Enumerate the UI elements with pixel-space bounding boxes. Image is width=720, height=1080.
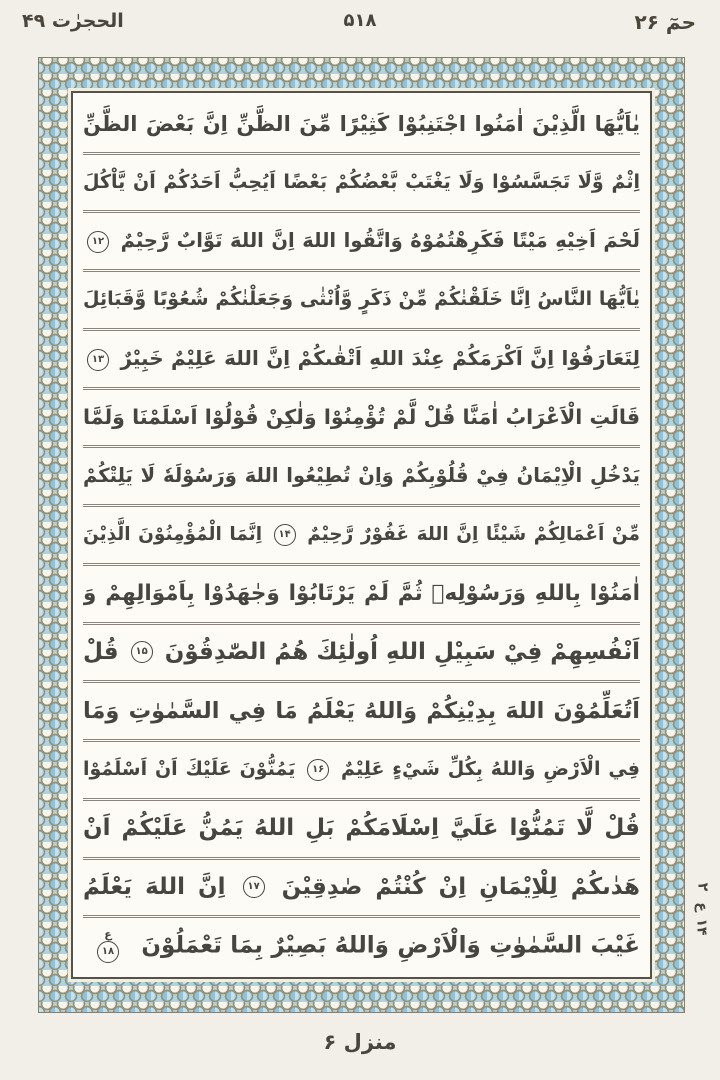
verse-end-marker: ۱۲ [87, 231, 109, 253]
decorative-border-frame [38, 57, 685, 1013]
ayah-text: يٰاَيُّهَا النَّاسُ اِنَّا خَلَقْنٰكُمْ مِّنْ ذَكَرٍ وَّاُنْثٰى وَجَعَلْنٰكُمْ شُعُوْبًا وَّقَبَائِلَ [83, 288, 640, 311]
ruku-marker [93, 929, 123, 963]
ayah-text: يَدْخُلِ الْاِيْمَانُ فِيْ قُلُوْبِكُمْ وَاِنْ تُطِيْعُوا اللهَ وَرَسُوْلَهٗ لَا يَلِتْكُمْ [83, 464, 640, 488]
quran-line-text [83, 637, 640, 668]
ayah-text: اِنَّمَا الْمُؤْمِنُوْنَ الَّذِيْنَ [83, 523, 263, 545]
quran-line [83, 504, 640, 563]
verse-end-marker: ۱۶ [307, 759, 329, 781]
quran-line [83, 96, 640, 152]
juz-mark-header: حمٓ ۲۶ [634, 10, 696, 34]
verse-end-marker: ۱۴ [274, 524, 296, 546]
margin-note-item: ع [693, 902, 710, 912]
quran-line-text [83, 929, 640, 963]
verse-end-marker: ۱۵ [131, 641, 153, 663]
quran-line-text [83, 404, 640, 432]
quran-line [83, 739, 640, 798]
margin-note-item: ۱۴ [694, 918, 710, 936]
quran-line [83, 563, 640, 622]
ayah-text: اَتُعَلِّمُوْنَ اللهَ بِدِيْنِكُمْ وَاللهُ يَعْلَمُ مَا فِي السَّمٰوٰتِ وَمَا [83, 698, 640, 725]
ayah-text: هَدٰىكُمْ لِلْاِيْمَانِ اِنْ كُنْتُمْ صٰدِقِيْنَ [281, 873, 640, 900]
ayah-text: لَحْمَ اَخِيْهِ مَيْتًا فَكَرِهْتُمُوْهُ وَاتَّقُوا اللهَ اِنَّ اللهَ تَوَّابٌ رَّحِيْمٌ [120, 229, 640, 253]
ayah-text: قَالَتِ الْاَعْرَابُ اٰمَنَّا قُلْ لَّمْ تُؤْمِنُوْا وَلٰكِنْ قُوْلُوْا اَسْلَمْنَا وَلَمَّا [83, 404, 640, 429]
quran-line-text [83, 345, 640, 372]
manzil-footer: منزل ۶ [323, 1030, 397, 1054]
quran-line-text [83, 813, 640, 844]
quran-text-area [71, 91, 652, 979]
margin-note-item: ۲ [693, 882, 710, 892]
quran-line [83, 445, 640, 504]
ruku-letter: ع [104, 928, 112, 942]
quran-line-text [83, 287, 640, 313]
quran-line [83, 387, 640, 446]
quran-line-text [83, 696, 640, 726]
quran-line-text [83, 463, 640, 489]
quran-line-text [83, 757, 640, 783]
ayah-text: لِتَعَارَفُوْا اِنَّ اَكْرَمَكُمْ عِنْدَ اللهِ اَتْقٰىكُمْ اِنَّ اللهَ عَلِيْمٌ خَبِيْرٌ [120, 346, 640, 371]
quran-line-text [83, 228, 640, 254]
ayah-text: اٰمَنُوْا بِاللهِ وَرَسُوْلِهٖ ثُمَّ لَمْ يَرْتَابُوْا وَجٰهَدُوْا بِاَمْوَالِهِمْ وَ [83, 581, 640, 607]
surah-title-header: الحجرٰت ۴۹ [22, 10, 124, 32]
verse-end-marker: ۱۷ [243, 876, 265, 898]
quran-line [83, 680, 640, 739]
ayah-text: فِي الْاَرْضِ وَاللهُ بِكُلِّ شَيْءٍ عَلِيْمٌ [341, 758, 640, 781]
ayah-text: اِنَّ اللهَ يَعْلَمُ [83, 873, 226, 900]
ayah-text: قُلْ [83, 638, 119, 665]
ayah-text: يَمُنُّوْنَ عَلَيْكَ اَنْ اَسْلَمُوْا [83, 758, 296, 781]
ayah-text: اَنْفُسِهِمْ فِيْ سَبِيْلِ اللهِ اُولٰئِكَ هُمُ الصّٰدِقُوْنَ [164, 638, 640, 665]
quran-line [83, 915, 640, 974]
quran-line [83, 622, 640, 681]
verse-end-marker: ۱۸ [97, 941, 119, 963]
ayah-text: مِّنْ اَعْمَالِكُمْ شَيْئًا اِنَّ اللهَ غَفُوْرٌ رَّحِيْمٌ [307, 523, 640, 545]
quran-line-text [83, 170, 640, 196]
quran-line-text [83, 523, 640, 548]
quran-line [83, 798, 640, 857]
margin-ruku-note [685, 880, 719, 934]
ayah-text: يٰاَيُّهَا الَّذِيْنَ اٰمَنُوا اجْتَنِبُوْا كَثِيْرًا مِّنَ الظَّنِّ اِنَّ بَعْضَ الظَّنِّ [83, 111, 640, 136]
ayah-text: قُلْ لَّا تَمُنُّوْا عَلَيَّ اِسْلَامَكُمْ بَلِ اللهُ يَمُنُّ عَلَيْكُمْ اَنْ [83, 815, 640, 842]
verse-end-marker: ۱۳ [87, 349, 109, 371]
quran-line-text [83, 872, 640, 903]
quran-line [83, 210, 640, 269]
page-number: ۵۱۸ [343, 10, 377, 31]
quran-line-text [83, 579, 640, 608]
quran-line [83, 857, 640, 916]
ayah-text: اِثْمٌ وَّلَا تَجَسَّسُوْا وَلَا يَغْتَبْ بَّعْضُكُمْ بَعْضًا اَيُحِبُّ اَحَدُكُمْ اَنْ يَّاْكُلَ [83, 170, 640, 193]
quran-line-text [83, 110, 640, 138]
quran-line [83, 269, 640, 328]
quran-line [83, 328, 640, 387]
ayah-text: غَيْبَ السَّمٰوٰتِ وَالْاَرْضِ وَاللهُ بَصِيْرٌ بِمَا تَعْمَلُوْنَ [141, 932, 640, 959]
quran-line [83, 152, 640, 211]
